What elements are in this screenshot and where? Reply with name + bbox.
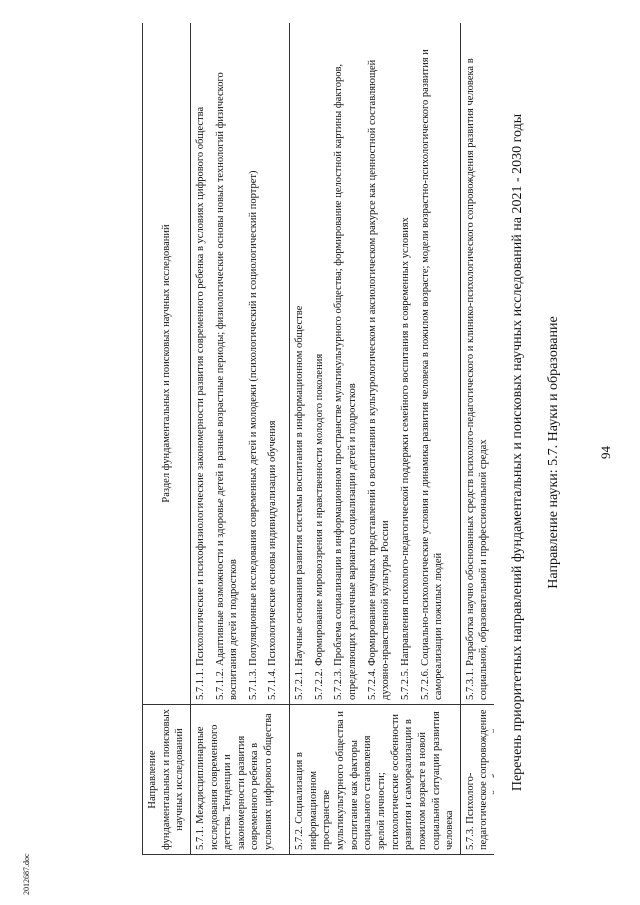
table-frame: [142, 23, 494, 855]
table-header-row: [143, 23, 191, 855]
section-item: 5.7.1.1. Психологические и психофизиологические закономерности развития современного ребенка в условиях цифрового общества: [194, 106, 206, 700]
section-item: 5.7.2.5. Направления психолого-педагогической поддержки семейного воспитания в современных условиях: [399, 217, 411, 700]
header-section: Раздел фундаментальных и поисковых научных исследований: [143, 23, 191, 705]
direction-cell: 5.7.2. Социализация в информационном пространстве мультикультурного общества и воспитание как факторы социального становления зрелой личности; психологические особенности развития и самореализации в пожилом возрасте в новой социальной ситуации развития человека: [290, 705, 461, 855]
table-row: [190, 23, 289, 855]
direction-title: Направление науки: 5.7. Науки и образование: [546, 316, 561, 589]
page-number: 94: [598, 446, 613, 459]
section-item: 5.7.1.4. Психологические основы индивидуализации обучения: [267, 420, 279, 700]
table-row: [290, 23, 461, 855]
section-item: 5.7.2.3. Проблема социализации в информационном пространстве мультикультурного общества; формирование целостной картины факторов, определяющих различные варианты социализации детей и подростков: [333, 63, 359, 700]
section-item: 5.7.2.1. Научные основания развития системы воспитания в информационном обществе: [294, 305, 306, 700]
priority-table: [142, 23, 494, 855]
header-direction: Направление фундаментальных и поисковых научных исследований: [143, 705, 191, 855]
sections-cell: [290, 23, 461, 705]
list-title: Перечень приоритетных направлений фундаментальных и поисковых научных исследований на 2021 - 2030 годы: [510, 113, 525, 792]
section-item: 5.7.2.6. Социально-психологические условия и динамика развития человека в пожилом возрасте; модели возрастно-психологического развития и самореализации пожилых людей: [419, 49, 445, 700]
table-row: [460, 23, 494, 855]
section-item: 5.7.2.4. Формирование научных представлений о воспитании в культурологическом и аксиологическом ракурсе как ценностной составляющей духовно-нравственной культуры России: [366, 59, 392, 700]
section-item: 5.7.1.2. Адаптивные возможности и здоровье детей в разные возрастные периоды; физиологические основы новых технологий физического воспитания детей и подростков: [214, 72, 240, 700]
document-code: 2012687.doc: [22, 853, 31, 895]
section-item: 5.7.1.3. Популяционные исследования современных детей и молодежи (психологический и социологический портрет): [247, 170, 259, 700]
section-item: 5.7.3.1. Разработка научно обоснованных средств психолого-педагогического и клинико-психологического сопровождения развития человека в социальной, образовательной и профессиональной средах: [464, 58, 490, 700]
sections-cell: [190, 23, 289, 705]
direction-cell: 5.7.3. Психолого-педагогическое сопровождение: [460, 705, 494, 855]
direction-cell: 5.7.1. Междисциплинарные исследования современного детства. Тенденции и закономерности развития современного ребенка в условиях цифрового общества: [190, 705, 289, 855]
sections-cell: [460, 23, 494, 705]
section-item: 5.7.2.2. Формирование мировоззрения и нравственности молодого поколения: [313, 353, 325, 700]
